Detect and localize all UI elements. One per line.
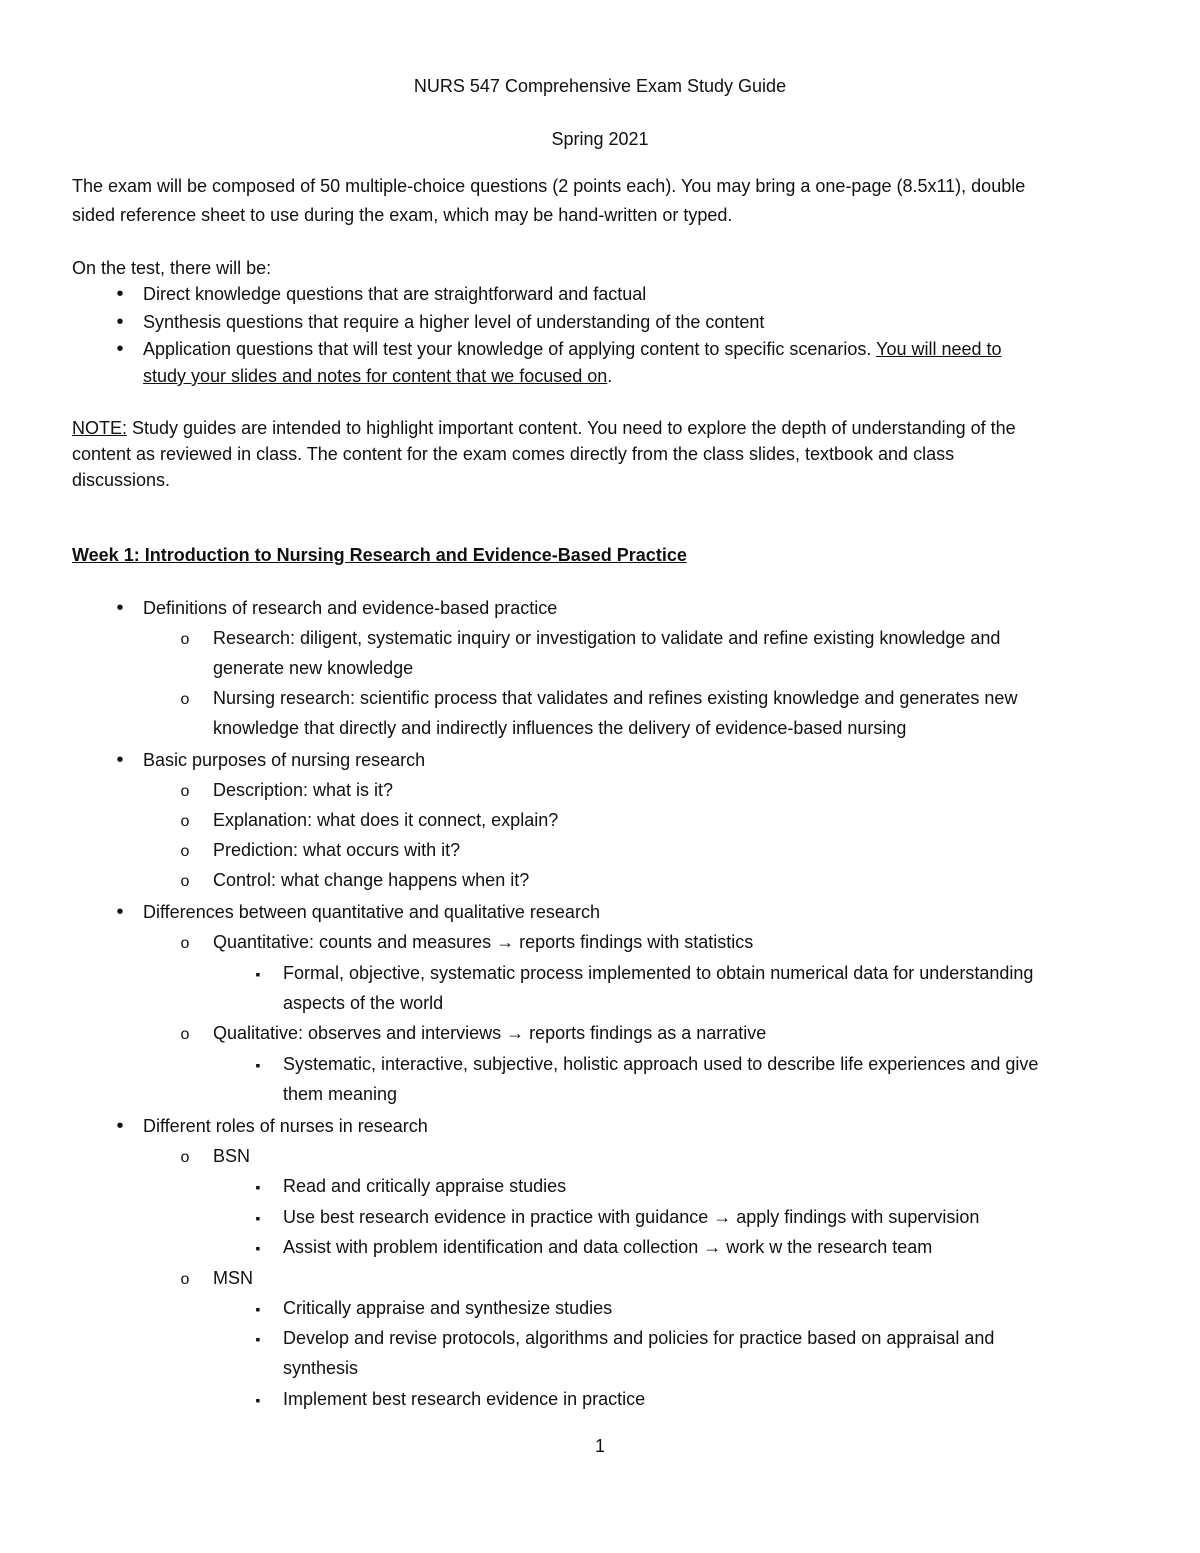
test-bullet-2: Synthesis questions that require a higher level of understanding of the content <box>143 312 765 332</box>
circle-bullet-icon <box>175 687 195 711</box>
test-intro: On the test, there will be: <box>72 258 272 278</box>
w1-subitem: Control: what change happens when it? <box>213 870 530 890</box>
square-bullet-icon <box>248 962 268 985</box>
exam-description-line1: The exam will be composed of 50 multiple-choice questions (2 points each). You may bring a one-page (8.5x11), double <box>72 176 1026 196</box>
w1-subitem: Description: what is it? <box>213 780 394 800</box>
square-bullet-icon <box>248 1297 268 1320</box>
w1-item: Differences between quantitative and qualitative research <box>143 902 600 922</box>
square-bullet-icon <box>248 1388 268 1411</box>
circle-bullet-icon <box>175 869 195 893</box>
w1-subsubitem: Read and critically appraise studies <box>283 1176 567 1196</box>
bullet-icon <box>110 597 130 619</box>
w1-subsubitem: Systematic, interactive, subjective, holistic approach used to describe life experiences and give <box>283 1054 1039 1074</box>
application-end: . <box>607 366 613 386</box>
w1-subsubitem-cont: aspects of the world <box>283 993 444 1013</box>
bullet-icon <box>110 283 130 305</box>
w1-subitem: Quantitative: counts and measures → reports findings with statistics <box>213 932 754 952</box>
bullet-icon <box>110 1115 130 1137</box>
w1-subsubitem-cont: synthesis <box>283 1358 359 1378</box>
circle-bullet-icon <box>175 809 195 833</box>
document-term: Spring 2021 <box>551 129 649 149</box>
exam-description-line2: sided reference sheet to use during the exam, which may be hand-written or typed. <box>72 205 733 225</box>
test-bullet-1: Direct knowledge questions that are straightforward and factual <box>143 284 647 304</box>
note-text-1: Study guides are intended to highlight important content. You need to explore the depth of understanding of the <box>127 418 1016 438</box>
circle-bullet-icon <box>175 1145 195 1169</box>
square-bullet-icon <box>248 1053 268 1076</box>
w1-subitem: Explanation: what does it connect, explain? <box>213 810 559 830</box>
square-bullet-icon <box>248 1236 268 1259</box>
square-bullet-icon <box>248 1327 268 1350</box>
w1-subitem: Qualitative: observes and interviews → reports findings as a narrative <box>213 1023 767 1043</box>
application-underline-1: You will need to <box>876 339 1002 359</box>
circle-bullet-icon <box>175 839 195 863</box>
week1-heading: Week 1: Introduction to Nursing Research and Evidence-Based Practice <box>72 545 687 565</box>
bullet-icon <box>110 901 130 923</box>
w1-subitem-cont: generate new knowledge <box>213 658 414 678</box>
w1-subitem: Prediction: what occurs with it? <box>213 840 461 860</box>
note-line2: content as reviewed in class. The content for the exam comes directly from the class slides, textbook and class <box>72 444 955 464</box>
bullet-icon <box>110 311 130 333</box>
note-line3: discussions. <box>72 470 171 490</box>
w1-subsubitem: Develop and revise protocols, algorithms and policies for practice based on appraisal and <box>283 1328 995 1348</box>
w1-subsubitem: Implement best research evidence in practice <box>283 1389 646 1409</box>
w1-subitem: BSN <box>213 1146 251 1166</box>
note-label: NOTE: <box>72 418 128 438</box>
test-bullet-3 <box>143 338 1002 360</box>
circle-bullet-icon <box>175 931 195 955</box>
circle-bullet-icon <box>175 779 195 803</box>
circle-bullet-icon <box>175 627 195 651</box>
w1-subsubitem: Use best research evidence in practice with guidance → apply findings with supervision <box>283 1207 980 1227</box>
circle-bullet-icon <box>175 1022 195 1046</box>
w1-subitem: MSN <box>213 1268 253 1288</box>
test-bullet-3-cont <box>143 365 612 387</box>
w1-subitem-cont: knowledge that directly and indirectly influences the delivery of evidence-based nursing <box>213 718 907 738</box>
w1-item: Definitions of research and evidence-based practice <box>143 598 558 618</box>
w1-item: Different roles of nurses in research <box>143 1116 428 1136</box>
bullet-icon <box>110 749 130 771</box>
w1-subsubitem-cont: them meaning <box>283 1084 398 1104</box>
w1-item: Basic purposes of nursing research <box>143 750 426 770</box>
w1-subsubitem: Formal, objective, systematic process implemented to obtain numerical data for understanding <box>283 963 1034 983</box>
w1-subsubitem: Assist with problem identification and data collection → work w the research team <box>283 1237 933 1257</box>
application-underline-2: study your slides and notes for content that we focused on <box>143 366 608 386</box>
w1-subitem: Nursing research: scientific process that validates and refines existing knowledge and generates new <box>213 688 1018 708</box>
square-bullet-icon <box>248 1206 268 1229</box>
w1-subsubitem: Critically appraise and synthesize studies <box>283 1298 613 1318</box>
circle-bullet-icon <box>175 1267 195 1291</box>
application-text: Application questions that will test your knowledge of applying content to specific scenarios. <box>143 339 877 359</box>
document-title: NURS 547 Comprehensive Exam Study Guide <box>413 76 787 96</box>
page-number: 1 <box>594 1436 605 1456</box>
note-line1 <box>72 417 1016 439</box>
bullet-icon <box>110 338 130 360</box>
square-bullet-icon <box>248 1175 268 1198</box>
w1-subitem: Research: diligent, systematic inquiry or investigation to validate and refine existing knowledge and <box>213 628 1001 648</box>
